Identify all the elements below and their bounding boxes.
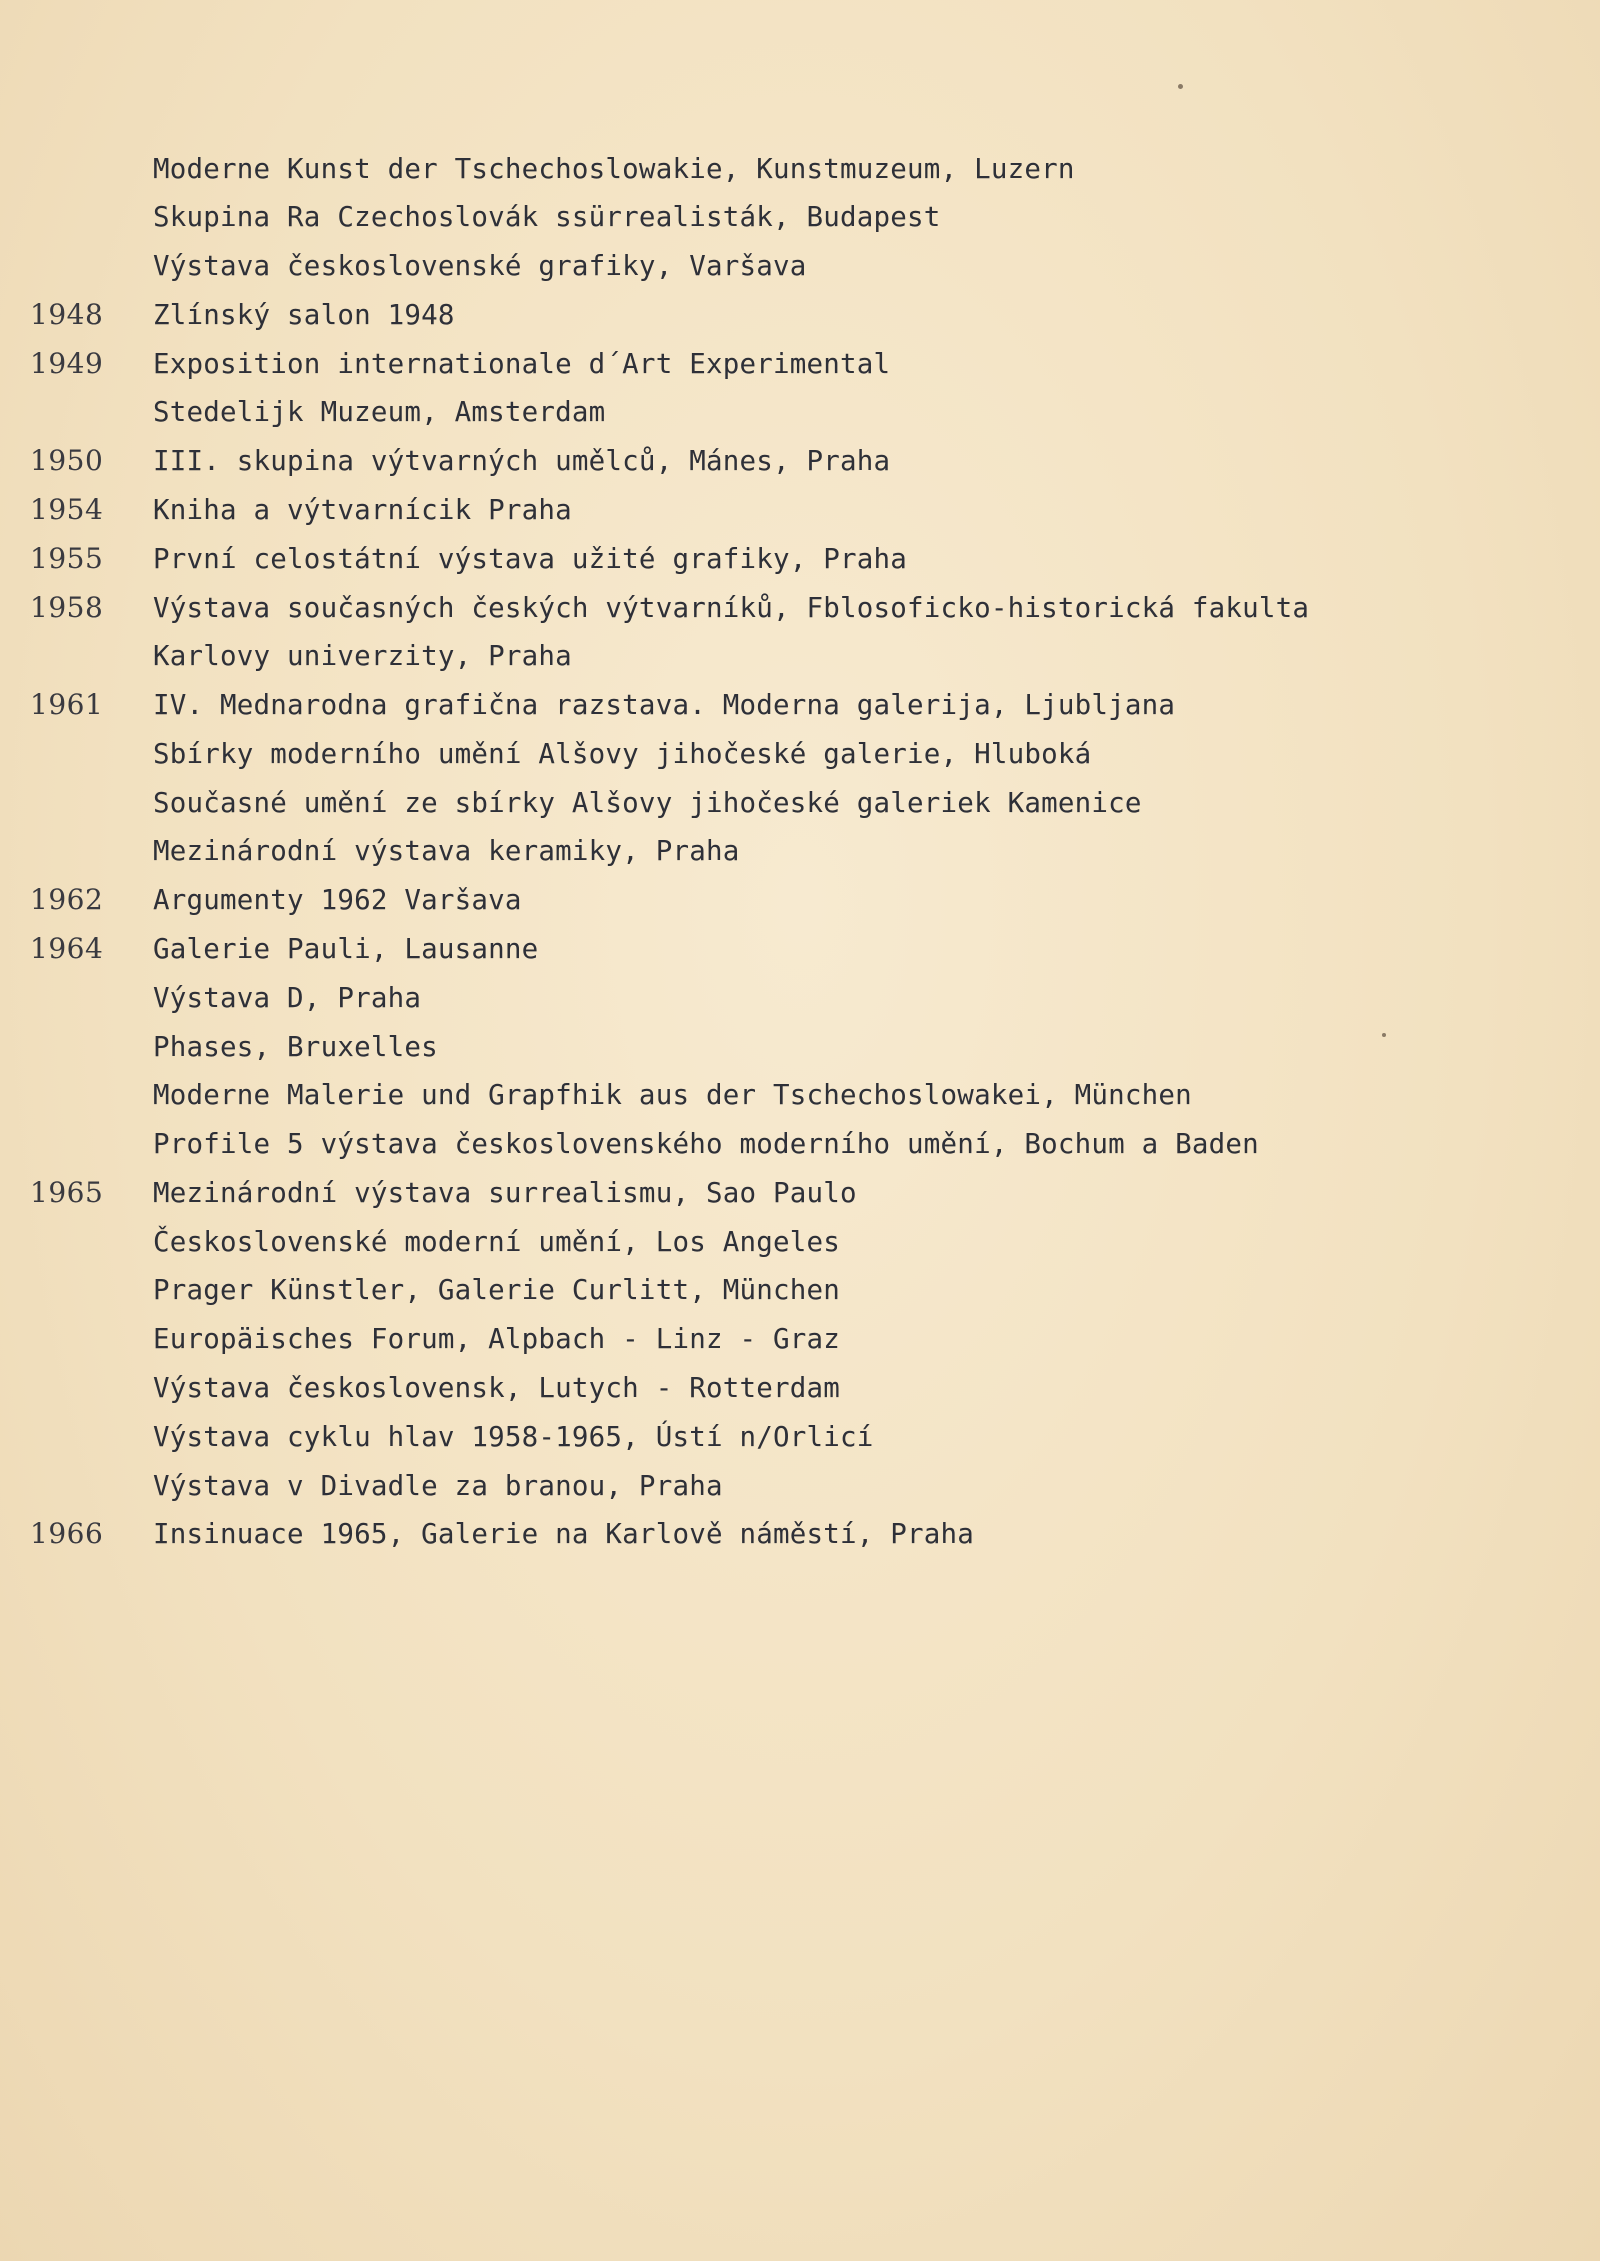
entry-text: Mezinárodní výstava surrealismu, Sao Paulo bbox=[153, 1177, 857, 1209]
list-item bbox=[0, 1368, 1600, 1408]
entry-year: 1962 bbox=[30, 883, 104, 916]
list-item bbox=[0, 588, 1600, 628]
list-item bbox=[0, 539, 1600, 579]
list-item bbox=[0, 392, 1600, 432]
list-item bbox=[0, 441, 1600, 481]
list-item bbox=[0, 197, 1600, 237]
entry-text: Europäisches Forum, Alpbach - Linz - Graz bbox=[153, 1323, 841, 1355]
entry-text: Phases, Bruxelles bbox=[153, 1031, 438, 1063]
entry-text: První celostátní výstava užité grafiky, Praha bbox=[153, 543, 908, 575]
entry-year: 1948 bbox=[30, 298, 104, 331]
entry-text: Skupina Ra Czechoslovák ssürrealisták, Budapest bbox=[153, 201, 941, 233]
entry-year: 1961 bbox=[30, 688, 104, 721]
list-item bbox=[0, 1319, 1600, 1359]
entry-year: 1954 bbox=[30, 493, 104, 526]
list-item bbox=[0, 295, 1600, 335]
entry-year: 1950 bbox=[30, 444, 104, 477]
entry-text: Moderne Malerie und Grapfhik aus der Tschechoslowakei, München bbox=[153, 1079, 1192, 1111]
entry-text: Kniha a výtvarnícik Praha bbox=[153, 494, 572, 526]
list-item bbox=[0, 1222, 1600, 1262]
entry-text: Československé moderní umění, Los Angeles bbox=[153, 1226, 841, 1258]
list-item bbox=[0, 1027, 1600, 1067]
list-item bbox=[0, 1417, 1600, 1457]
entry-text: Insinuace 1965, Galerie na Karlově náměstí, Praha bbox=[153, 1518, 975, 1550]
list-item bbox=[0, 1173, 1600, 1213]
entry-text: Současné umění ze sbírky Alšovy jihočeské galeriek Kamenice bbox=[153, 787, 1142, 819]
entry-text: Výstava československ, Lutych - Rotterdam bbox=[153, 1372, 841, 1404]
list-item bbox=[0, 929, 1600, 969]
list-item bbox=[0, 685, 1600, 725]
entry-text: Argumenty 1962 Varšava bbox=[153, 884, 522, 916]
list-item bbox=[0, 490, 1600, 530]
list-item bbox=[0, 1466, 1600, 1506]
entry-year: 1958 bbox=[30, 591, 104, 624]
list-item bbox=[0, 783, 1600, 823]
entry-text: Prager Künstler, Galerie Curlitt, München bbox=[153, 1274, 841, 1306]
entry-text: Stedelijk Muzeum, Amsterdam bbox=[153, 396, 606, 428]
list-item bbox=[0, 1514, 1600, 1554]
entry-year: 1966 bbox=[30, 1517, 104, 1550]
entry-text: Výstava cyklu hlav 1958-1965, Ústí n/Orlicí bbox=[153, 1421, 874, 1453]
list-item bbox=[0, 1124, 1600, 1164]
entry-text: Galerie Pauli, Lausanne bbox=[153, 933, 539, 965]
list-item bbox=[0, 246, 1600, 286]
entry-text: Sbírky moderního umění Alšovy jihočeské galerie, Hluboká bbox=[153, 738, 1092, 770]
entry-year: 1955 bbox=[30, 542, 104, 575]
list-item bbox=[0, 344, 1600, 384]
entry-text: Výstava československé grafiky, Varšava bbox=[153, 250, 807, 282]
list-item bbox=[0, 1270, 1600, 1310]
entry-text: Moderne Kunst der Tschechoslowakie, Kunstmuzeum, Luzern bbox=[153, 153, 1075, 185]
list-item bbox=[0, 636, 1600, 676]
entry-year: 1949 bbox=[30, 347, 104, 380]
list-item bbox=[0, 880, 1600, 920]
list-item bbox=[0, 734, 1600, 774]
list-item bbox=[0, 1075, 1600, 1115]
entry-text: Výstava v Divadle za branou, Praha bbox=[153, 1470, 723, 1502]
list-item bbox=[0, 149, 1600, 189]
entry-text: Exposition internationale d´Art Experimental bbox=[153, 348, 891, 380]
entry-text: IV. Mednarodna grafična razstava. Moderna galerija, Ljubljana bbox=[153, 689, 1176, 721]
paper-speck bbox=[1178, 84, 1183, 89]
entry-text: Mezinárodní výstava keramiky, Praha bbox=[153, 835, 740, 867]
entry-text: Zlínský salon 1948 bbox=[153, 299, 455, 331]
entry-text: Výstava současných českých výtvarníků, Fblosoficko-historická fakulta bbox=[153, 592, 1310, 624]
entry-year: 1965 bbox=[30, 1176, 104, 1209]
list-item bbox=[0, 831, 1600, 871]
entry-text: III. skupina výtvarných umělců, Mánes, Praha bbox=[153, 445, 891, 477]
list-item bbox=[0, 978, 1600, 1018]
entry-text: Karlovy univerzity, Praha bbox=[153, 640, 572, 672]
entry-year: 1964 bbox=[30, 932, 104, 965]
entry-text: Profile 5 výstava československého moderního umění, Bochum a Baden bbox=[153, 1128, 1259, 1160]
entry-text: Výstava D, Praha bbox=[153, 982, 422, 1014]
